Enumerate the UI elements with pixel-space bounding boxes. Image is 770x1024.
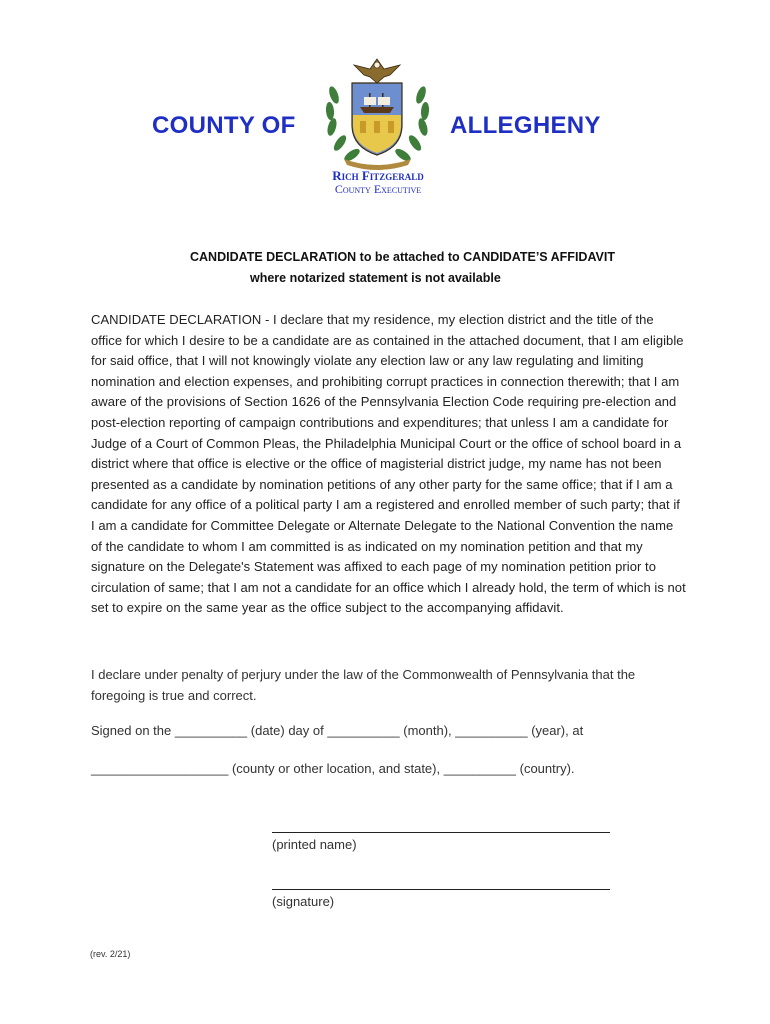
declaration-paragraph: CANDIDATE DECLARATION - I declare that my residence, my election district and the title of the office for which I desire to be a candidate are as contained in the attached document, that I am eligible for said office, that I will not knowingly violate any election law or any law regulating and limiting nomination and election expenses, and prohibiting corrupt practices in connection therewith; that I am aware of the provisions of Section 1626 of the Pennsylvania Election Code requiring pre-election and post-election reporting of campaign contributions and expenditures; that unless I am a candidate for Judge of a Court of Common Pleas, the Philadelphia Municipal Court or the office of school board in a district where that office is elective or the office of magisterial district judge, my name has not been presented as a candidate by nomination petitions of any other party for the same office; that if I am a candidate for any office of a political party I am a registered and enrolled member of such party; that if I am a candidate for Committee Delegate or Alternate Delegate to the National Convention the name of the candidate to whom I am committed is as indicated on my nomination petition and that my signature on the Delegate's Statement was affixed to each page of my nomination petition prior to circulation of same; that I am not a candidate for an office which I already hold, the term of which is not set to expire on the same year as the office subject to the accompanying affidavit.: [91, 312, 686, 616]
perjury-statement: I declare under penalty of perjury under the law of the Commonwealth of Pennsylvania that the foregoing is true and correct.: [91, 667, 636, 703]
printed-name-label: (printed name): [272, 837, 357, 852]
signed-on-line: Signed on the __________ (date) day of __________ (month), __________ (year), at: [91, 723, 584, 738]
county-seal-icon: [320, 55, 435, 173]
county-of-heading: COUNTY OF: [152, 112, 296, 139]
county-location-line: ___________________ (county or other location, and state), __________ (country).: [91, 761, 575, 776]
allegheny-heading: ALLEGHENY: [450, 112, 601, 139]
signature-label: (signature): [272, 894, 335, 909]
printed-name-line: [272, 832, 610, 833]
document-subtitle: where notarized statement is not available: [250, 271, 501, 285]
signature-line: [272, 889, 610, 890]
county-executive-name: Rich Fitzgerald: [332, 168, 424, 183]
document-title: CANDIDATE DECLARATION to be attached to CANDIDATE’S AFFIDAVIT: [190, 250, 615, 264]
county-executive-title: County Executive: [334, 182, 422, 196]
revision-note: (rev. 2/21): [90, 949, 131, 959]
